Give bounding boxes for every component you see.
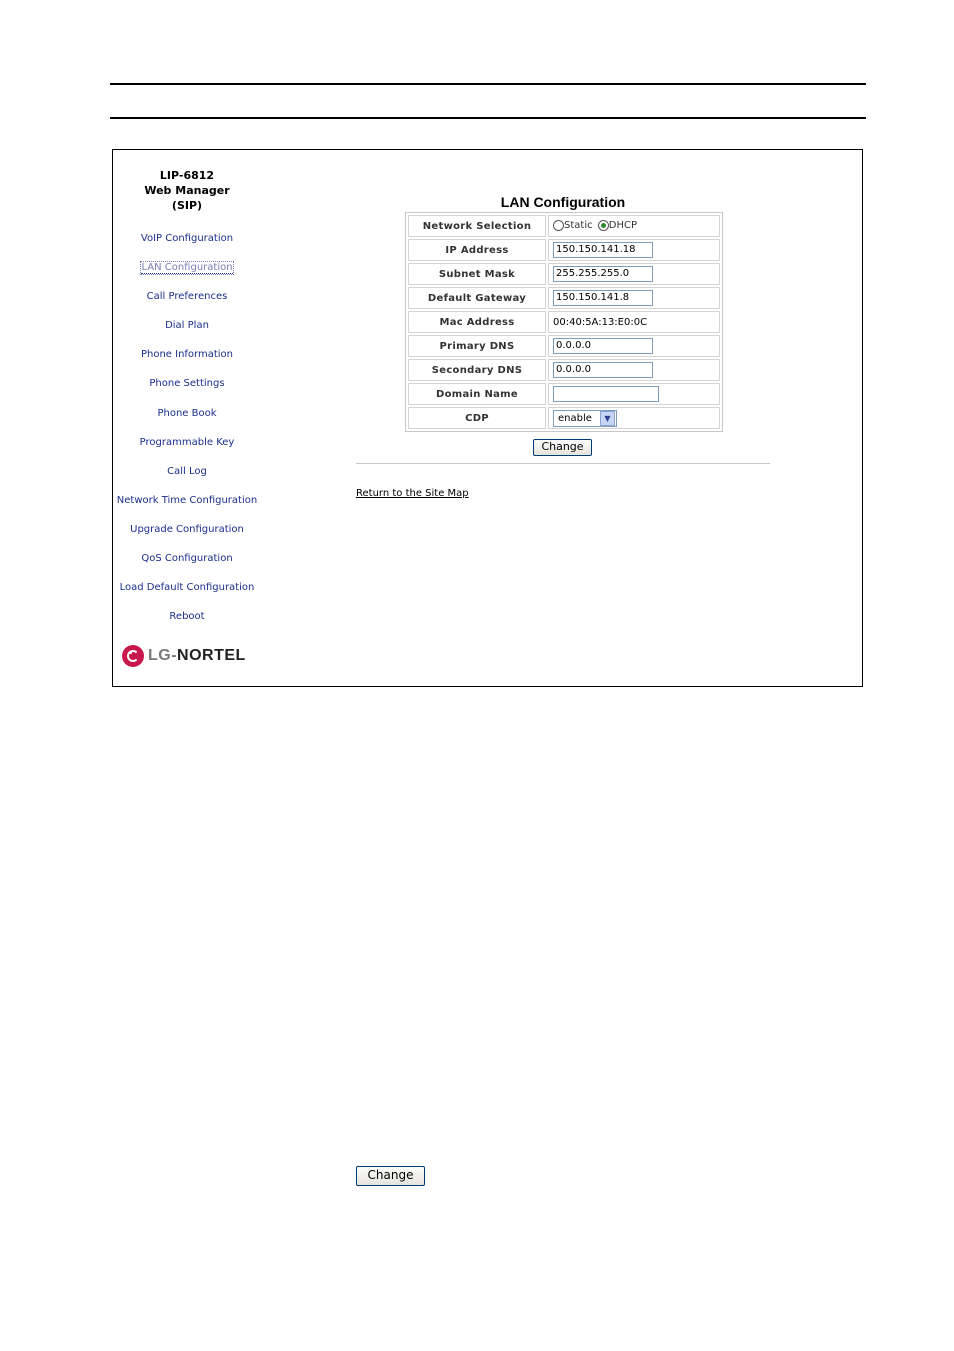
subnet-mask-label: Subnet Mask	[408, 263, 546, 285]
nav-link[interactable]: VoIP Configuration	[140, 233, 234, 244]
nav-link[interactable]: Phone Book	[157, 407, 217, 419]
brand-block	[113, 168, 261, 213]
row-default-gateway	[408, 287, 720, 309]
nav-link[interactable]: Network Time Configuration	[116, 494, 258, 506]
nav-item-load-default-configuration[interactable]	[113, 581, 261, 610]
nav-item-voip-configuration[interactable]	[113, 232, 261, 261]
logo-lg: LG	[148, 647, 172, 664]
row-cdp	[408, 407, 720, 429]
nav-item-phone-book[interactable]	[113, 407, 261, 436]
nav-link[interactable]: LAN Configuration	[141, 262, 233, 274]
secondary-dns-label: Secondary DNS	[408, 359, 546, 381]
nav-link[interactable]: Reboot	[169, 611, 205, 623]
nav-link[interactable]: Call Preferences	[146, 291, 228, 303]
nav-link[interactable]: Call Log	[167, 465, 207, 477]
chevron-down-icon[interactable]: ▼	[600, 411, 615, 426]
dhcp-radio[interactable]	[598, 220, 609, 231]
nav-item-lan-configuration[interactable]	[113, 261, 261, 290]
dhcp-radio-label: DHCP	[608, 220, 638, 232]
nav-link[interactable]: Programmable Key	[139, 436, 235, 448]
nav-item-programmable-key[interactable]	[113, 436, 261, 465]
cdp-cell	[548, 407, 720, 429]
nav-item-phone-information[interactable]	[113, 348, 261, 377]
cdp-select[interactable]	[553, 410, 617, 427]
nav-link[interactable]: Dial Plan	[165, 320, 209, 332]
primary-dns-cell	[548, 335, 720, 357]
brand-model: LIP-6812	[159, 169, 215, 182]
mac-address-value: 00:40:5A:13:E0:0C	[548, 311, 720, 333]
domain-name-cell	[548, 383, 720, 405]
secondary-dns-input[interactable]: 0.0.0.0	[553, 362, 653, 378]
nav-link[interactable]: Phone Settings	[149, 378, 225, 390]
lg-logo-icon	[122, 645, 144, 667]
primary-dns-input[interactable]: 0.0.0.0	[553, 338, 653, 354]
row-ip-address	[408, 239, 720, 261]
default-gateway-label: Default Gateway	[408, 287, 546, 309]
network-selection-label: Network Selection	[408, 215, 546, 237]
network-selection-value	[548, 215, 720, 237]
nav-item-network-time-configuration[interactable]	[113, 494, 261, 523]
lan-config-table	[405, 212, 723, 432]
nav-item-qos-configuration[interactable]	[113, 552, 261, 581]
logo-sep: -	[171, 647, 178, 664]
static-radio-label: Static	[564, 220, 593, 232]
domain-name-label: Domain Name	[408, 383, 546, 405]
row-domain-name	[408, 383, 720, 405]
side-nav	[113, 232, 261, 639]
nav-item-phone-settings[interactable]	[113, 377, 261, 406]
row-secondary-dns	[408, 359, 720, 381]
subnet-mask-cell	[548, 263, 720, 285]
logo-text	[148, 647, 246, 665]
nav-link[interactable]: Upgrade Configuration	[130, 523, 244, 535]
header-rule-top	[110, 83, 866, 85]
nav-item-reboot[interactable]	[113, 610, 261, 639]
secondary-dns-cell	[548, 359, 720, 381]
default-gateway-input[interactable]: 150.150.141.8	[553, 290, 653, 306]
row-primary-dns	[408, 335, 720, 357]
header-rule-bottom	[110, 117, 866, 119]
brand-protocol: (SIP)	[171, 199, 203, 212]
row-subnet-mask	[408, 263, 720, 285]
nav-link[interactable]: Load Default Configuration	[119, 582, 255, 594]
cdp-select-value: enable	[558, 412, 592, 424]
nav-item-call-preferences[interactable]	[113, 290, 261, 319]
nav-item-call-log[interactable]	[113, 465, 261, 494]
row-mac-address	[408, 311, 720, 333]
brand-product: Web Manager	[144, 184, 230, 197]
ip-address-cell	[548, 239, 720, 261]
logo-nortel: NORTEL	[177, 647, 246, 664]
change-button[interactable]: Change	[533, 439, 592, 456]
page-title: LAN Configuration	[500, 194, 626, 210]
nav-item-upgrade-configuration[interactable]	[113, 523, 261, 552]
row-network-selection	[408, 215, 720, 237]
lg-nortel-logo	[122, 644, 246, 668]
default-gateway-cell	[548, 287, 720, 309]
cdp-label: CDP	[408, 407, 546, 429]
change-button-illustration[interactable]: Change	[356, 1166, 425, 1186]
nav-link[interactable]: QoS Configuration	[141, 553, 233, 565]
nav-item-dial-plan[interactable]	[113, 319, 261, 348]
mac-address-label: Mac Address	[408, 311, 546, 333]
return-to-site-map-link[interactable]: Return to the Site Map	[356, 488, 469, 499]
ip-address-input[interactable]: 150.150.141.18	[553, 242, 653, 258]
domain-name-input[interactable]	[553, 386, 659, 402]
static-radio[interactable]	[553, 220, 564, 231]
nav-link[interactable]: Phone Information	[140, 349, 234, 361]
divider	[356, 463, 770, 464]
primary-dns-label: Primary DNS	[408, 335, 546, 357]
ip-address-label: IP Address	[408, 239, 546, 261]
subnet-mask-input[interactable]: 255.255.255.0	[553, 266, 653, 282]
screenshot-frame	[112, 149, 863, 687]
